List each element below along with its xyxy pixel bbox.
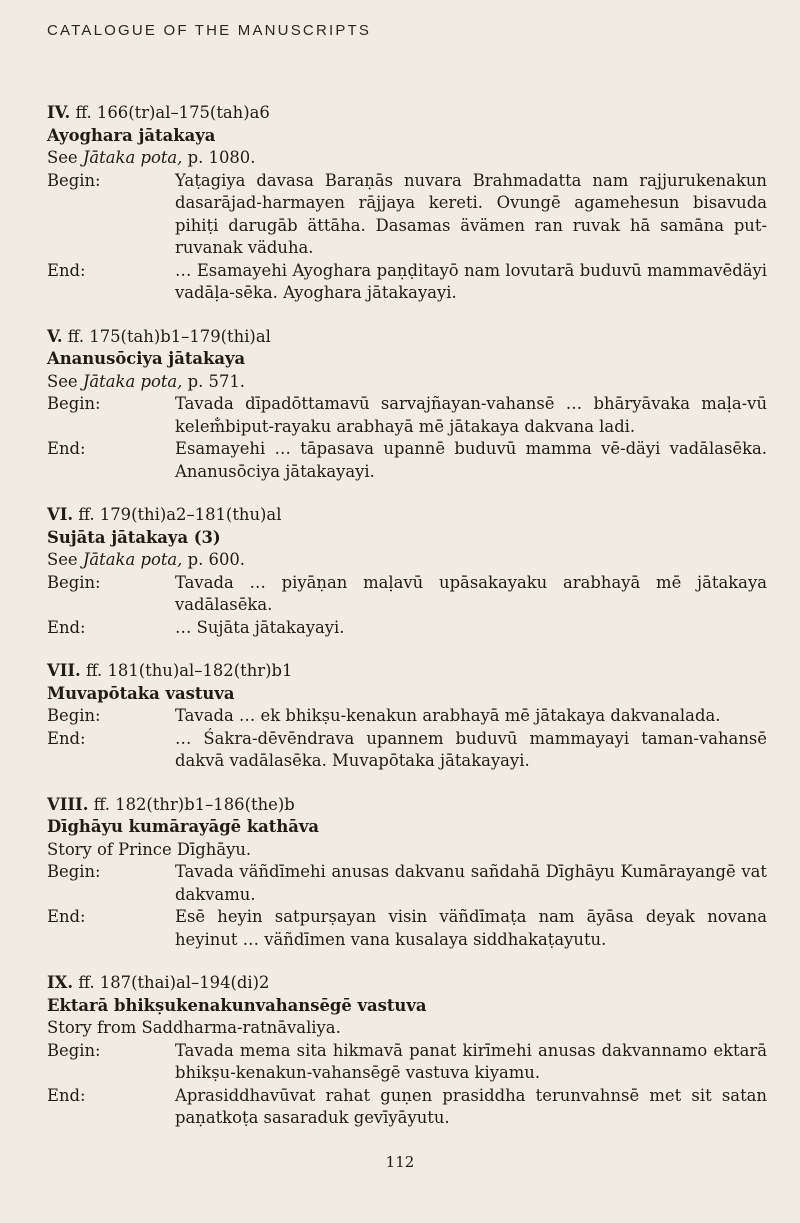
begin-row (47, 705, 767, 728)
end-label: End: (47, 617, 86, 637)
begin-label: Begin: (47, 1040, 101, 1060)
entry-reference: Story of Prince Dīghāyu. (47, 839, 252, 859)
begin-text: Tavada dīpadōttamavū sarvajñayan-vahansē … bhāryāvaka maḷa-vū kelem̐biput-rayaku arabhayā mē jātakaya dakvana ladi. (175, 394, 767, 436)
entry-folios: ff. 181(thu)al–182(thr)b1 (85, 661, 293, 680)
entry-number: VIII. (47, 794, 89, 814)
begin-text: Tavada … piyāṇan maḷavū upāsakayaku arabhayā mē jātakaya vadālasēka. (175, 572, 767, 614)
begin-row (47, 170, 767, 260)
catalogue-entry-v (47, 326, 767, 484)
begin-text: Tavada mema sita hikmavā panat kirīmehi anusas dakvannamo ektarā bhikṣu-kenakun-vahansēgē vastuva kiyamu. (175, 1040, 767, 1082)
begin-text: Tavada … ek bhikṣu-kenakun arabhayā mē jātakaya dakvanalada. (175, 706, 721, 725)
end-text: … Śakra-dēvēndrava upannem buduvū mammayayi taman-vahansē dakvā vadālasēka. Muvapōtaka jātakayayi. (175, 728, 767, 770)
entry-title: Dīghāyu kumārayāgē kathāva (47, 817, 320, 836)
reference-suffix: p. 571. (182, 371, 246, 391)
entry-number: IX. (47, 973, 74, 992)
entry-title: Ananusōciya jātakaya (47, 349, 246, 368)
reference-suffix: p. 1080. (182, 148, 256, 167)
end-text: … Sujāta jātakayayi. (175, 617, 345, 637)
entry-title: Sujāta jātakaya (3) (47, 527, 221, 547)
entry-heading (47, 972, 767, 995)
begin-text: Tavada väñdīmehi anusas dakvanu sañdahā Dīghāyu Kumārayangē vat dakvamu. (175, 862, 767, 904)
reference-prefix: See (47, 550, 83, 569)
end-text: Aprasiddhavūvat rahat guṇen prasiddha terunvahnsē met sit satan paṇatkoṭa sasaraduk gevīyāyutu. (175, 1085, 767, 1127)
begin-label: Begin: (47, 862, 101, 881)
catalogue-entries (47, 102, 767, 1151)
end-text: … Esamayehi Ayoghara paṇḍitayō nam lovutarā buduvū mammavēdäyi vadāḷa-sēka. Ayoghara jātakayayi. (175, 260, 767, 302)
end-row (47, 438, 767, 483)
entry-number: V. (47, 326, 63, 346)
entry-folios: ff. 182(thr)b1–186(the)b (93, 794, 295, 814)
begin-row (47, 1040, 767, 1085)
page-number: 112 (385, 1153, 415, 1171)
begin-row (47, 572, 767, 617)
catalogue-entry-vii (47, 660, 767, 773)
begin-label: Begin: (47, 170, 101, 190)
catalogue-entry-ix (47, 972, 767, 1130)
end-label: End: (47, 260, 86, 280)
end-row (47, 1085, 767, 1130)
end-label: End: (47, 728, 86, 748)
end-label: End: (47, 907, 86, 926)
begin-label: Begin: (47, 572, 101, 592)
reference-prefix: See (47, 148, 83, 167)
reference-prefix: See (47, 371, 83, 391)
begin-label: Begin: (47, 706, 101, 725)
entry-reference: Story from Saddharma-ratnāvaliya. (47, 1018, 341, 1037)
entry-reference (47, 549, 767, 572)
end-label: End: (47, 439, 86, 458)
running-header: CATALOGUE OF THE MANUSCRIPTS (47, 22, 372, 39)
entry-number: VII. (47, 661, 81, 680)
entry-heading (47, 660, 767, 683)
end-row (47, 906, 767, 951)
entry-title: Ayoghara jātakaya (47, 125, 216, 145)
end-label: End: (47, 1085, 86, 1105)
begin-text: Yaṭagiya davasa Baraṇās nuvara Brahmadatta nam rajjurukenakun dasarājad-harmayen rājjaya kereti. Ovungē agamehesun bisavuda pihiṭi darugāb ättāha. Dasamas ävämen ran ruvak hā samāna put-ruvanak väduha. (175, 170, 767, 257)
end-text: Esē heyin satpurṣayan visin väñdīmaṭa nam āyāsa deyak novana heyinut … väñdīmen vana kusalaya siddhakaṭayutu. (175, 907, 767, 949)
entry-reference (47, 147, 767, 170)
end-row (47, 260, 767, 305)
reference-suffix: p. 600. (182, 550, 246, 569)
begin-row (47, 393, 767, 438)
entry-heading (47, 102, 767, 125)
entry-folios: ff. 175(tah)b1–179(thi)al (67, 326, 271, 346)
end-row (47, 617, 767, 640)
entry-folios: ff. 166(tr)al–175(tah)a6 (75, 103, 270, 122)
entry-reference (47, 371, 767, 394)
entry-heading (47, 326, 767, 349)
entry-title: Ektarā bhikṣukenakunvahansēgē vastuva (47, 995, 427, 1015)
end-row (47, 728, 767, 773)
catalogue-entry-vi (47, 504, 767, 639)
reference-italic: Jātaka pota, (82, 148, 183, 167)
catalogue-entry-viii (47, 794, 767, 952)
reference-italic: Jātaka pota, (82, 371, 183, 391)
end-text: Esamayehi … tāpasava upannē buduvū mamma vē-däyi vadālasēka. Ananusōciya jātakayayi. (175, 439, 767, 481)
begin-label: Begin: (47, 394, 101, 413)
reference-italic: Jātaka pota, (82, 550, 183, 569)
entry-heading (47, 794, 767, 817)
entry-folios: ff. 187(thai)al–194(di)2 (78, 973, 270, 992)
entry-number: VI. (47, 505, 74, 524)
entry-heading (47, 504, 767, 527)
entry-folios: ff. 179(thi)a2–181(thu)al (78, 505, 282, 524)
catalogue-entry-iv (47, 102, 767, 305)
begin-row (47, 861, 767, 906)
entry-number: IV. (47, 103, 71, 122)
entry-title: Muvapōtaka vastuva (47, 683, 235, 703)
